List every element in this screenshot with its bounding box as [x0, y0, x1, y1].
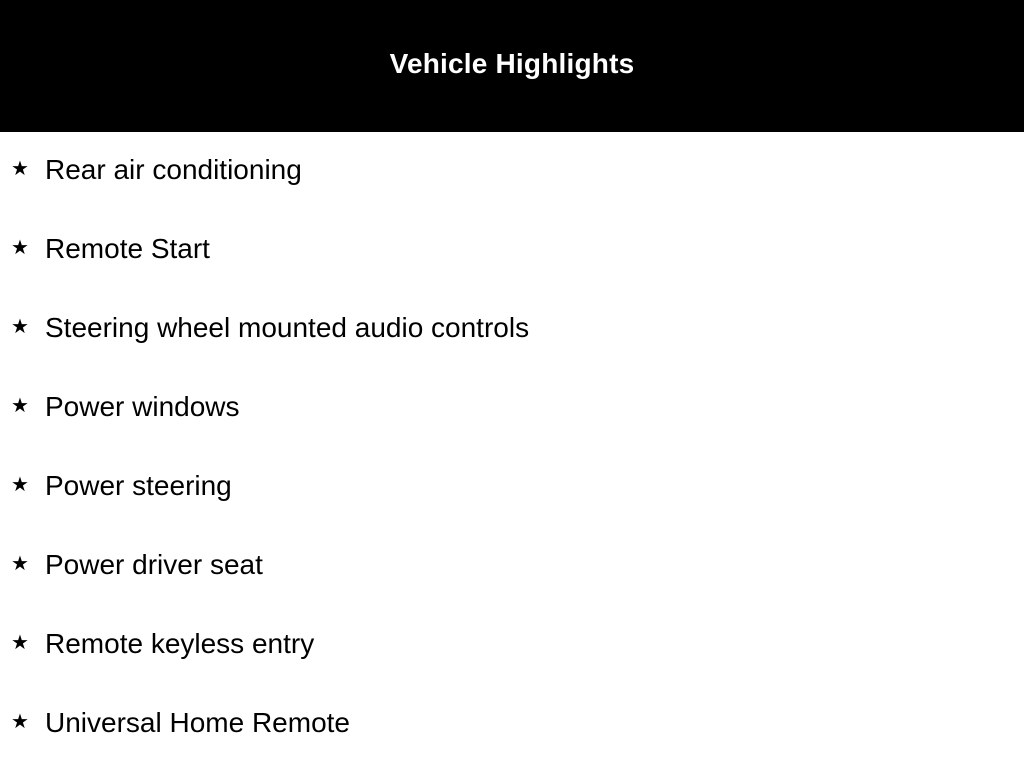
star-icon: ★: [11, 551, 29, 575]
highlight-label: Steering wheel mounted audio controls: [45, 312, 530, 343]
list-item: [0, 132, 1024, 211]
page-title: Vehicle Highlights: [389, 48, 635, 79]
star-icon: ★: [11, 235, 29, 259]
star-icon: ★: [11, 472, 29, 496]
highlights-list: [0, 132, 1024, 764]
list-item: [0, 211, 1024, 290]
star-icon: ★: [11, 630, 29, 654]
star-icon: ★: [11, 314, 29, 338]
list-item: [0, 527, 1024, 606]
header-bar: [0, 0, 1024, 132]
list-item: [0, 606, 1024, 685]
highlight-label: Power driver seat: [45, 549, 263, 580]
highlight-label: Remote keyless entry: [45, 628, 315, 659]
list-item: [0, 290, 1024, 369]
highlight-label: Remote Start: [45, 233, 210, 264]
list-item: [0, 685, 1024, 764]
highlight-label: Universal Home Remote: [45, 707, 350, 738]
highlight-label: Rear air conditioning: [45, 154, 302, 185]
star-icon: ★: [11, 709, 29, 733]
list-item: [0, 369, 1024, 448]
highlight-label: Power windows: [45, 391, 240, 422]
star-icon: ★: [11, 393, 29, 417]
list-item: [0, 448, 1024, 527]
highlight-label: Power steering: [45, 470, 232, 501]
star-icon: ★: [11, 156, 29, 180]
